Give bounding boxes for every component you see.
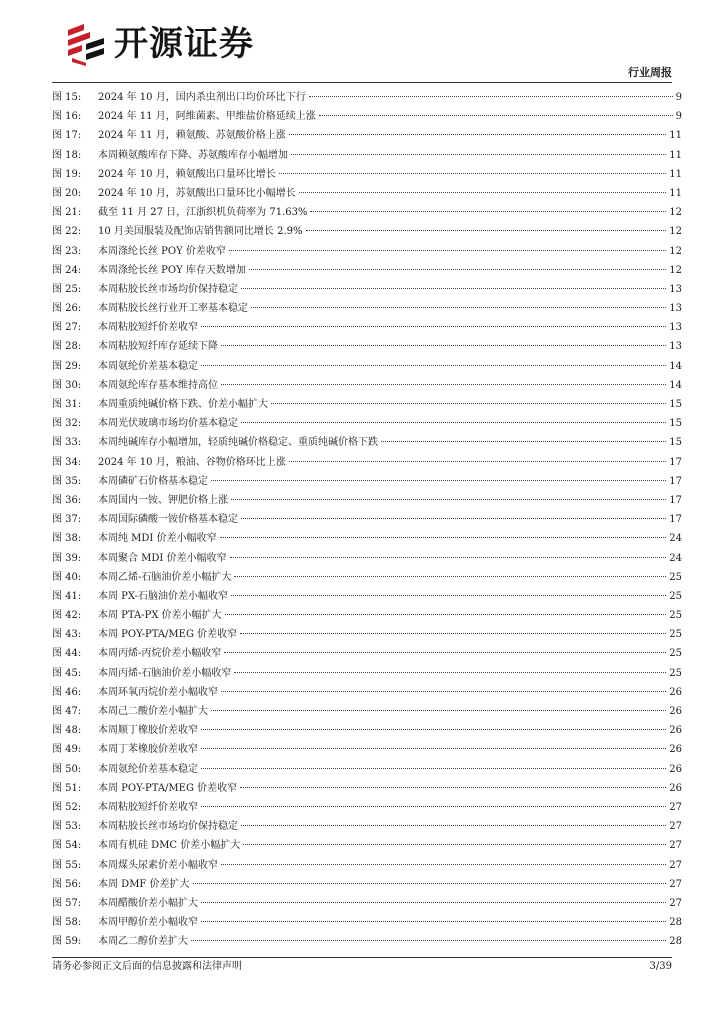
toc-leader-dots	[234, 672, 666, 673]
toc-figure-number: 图 21:	[52, 207, 82, 219]
toc-leader-dots	[241, 288, 666, 289]
toc-page-number[interactable]: 11	[669, 168, 682, 180]
toc-leader-dots	[221, 864, 666, 865]
toc-figure-number: 图 41:	[52, 590, 82, 602]
toc-figure-title[interactable]: 本周国内一铵、钾肥价格上涨	[98, 494, 228, 506]
brand-logo-icon	[64, 22, 108, 66]
toc-figure-title[interactable]: 本周纯碱库存小幅增加，轻质纯碱价格稳定、重质纯碱价格下跌	[98, 437, 378, 449]
report-type-label: 行业周报	[628, 66, 672, 79]
toc-leader-dots	[309, 96, 673, 97]
toc-page-number[interactable]: 27	[669, 840, 682, 852]
toc-entry[interactable]	[52, 376, 682, 395]
toc-leader-dots	[201, 729, 666, 730]
toc-figure-number: 图 18:	[52, 149, 82, 161]
toc-figure-number: 图 26:	[52, 303, 82, 315]
toc-figure-title[interactable]: 本周赖氨酸库存下降、苏氨酸库存小幅增加	[98, 149, 288, 161]
toc-page-number[interactable]: 13	[669, 303, 682, 315]
toc-leader-dots	[299, 192, 667, 193]
toc-leader-dots	[224, 652, 666, 653]
toc-figure-title[interactable]: 本周顺丁橡胶价差收窄	[98, 725, 198, 737]
toc-figure-title[interactable]: 本周粘胶短纤价差收窄	[98, 322, 198, 334]
toc-figure-title[interactable]: 本周粘胶长丝行业开工率基本稳定	[98, 303, 248, 315]
toc-figure-number: 图 42:	[52, 610, 82, 622]
toc-entry[interactable]	[52, 875, 682, 894]
toc-page-number[interactable]: 26	[669, 763, 682, 775]
toc-leader-dots	[234, 576, 666, 577]
toc-figure-number: 图 50:	[52, 763, 82, 775]
toc-leader-dots	[191, 940, 666, 941]
toc-entry[interactable]	[52, 280, 682, 299]
toc-figure-number: 图 43:	[52, 629, 82, 641]
toc-page-number[interactable]: 9	[675, 92, 682, 103]
toc-figure-number: 图 47:	[52, 706, 82, 717]
toc-figure-title[interactable]: 本周 PTA-PX 价差小幅扩大	[98, 610, 222, 622]
toc-entry[interactable]	[52, 433, 682, 452]
toc-entry[interactable]	[52, 779, 682, 798]
toc-figure-title[interactable]: 本周重质纯碱价格下跌、价差小幅扩大	[98, 399, 268, 410]
toc-entry[interactable]	[52, 894, 682, 913]
toc-leader-dots	[306, 230, 667, 231]
toc-figure-title[interactable]: 本周乙烯-石脑油价差小幅扩大	[98, 571, 232, 583]
toc-figure-title[interactable]: 本周氨纶价差基本稳定	[98, 763, 198, 775]
toc-page-number[interactable]: 15	[669, 418, 682, 430]
toc-figure-title[interactable]: 本周粘胶短纤库存延续下降	[98, 341, 218, 353]
toc-leader-dots	[251, 307, 666, 308]
toc-figure-title[interactable]: 本周丙烯-丙烷价差小幅收窄	[98, 648, 222, 660]
toc-figure-number: 图 35:	[52, 475, 82, 487]
footer-disclaimer: 请务必参阅正文后面的信息披露和法律声明	[52, 961, 242, 972]
toc-figure-number: 图 17:	[52, 130, 82, 142]
toc-page-number[interactable]: 27	[669, 897, 682, 909]
toc-page-number[interactable]: 12	[669, 264, 682, 276]
toc-page-number[interactable]: 27	[669, 801, 682, 813]
toc-figure-title[interactable]: 2024 年 11 月，赖氨酸、苏氨酸价格上涨	[98, 130, 286, 142]
toc-page-number[interactable]: 14	[669, 360, 682, 372]
toc-figure-number: 图 57:	[52, 897, 82, 909]
toc-leader-dots	[241, 825, 666, 826]
toc-figure-title[interactable]: 本周氨纶价差基本稳定	[98, 360, 198, 372]
toc-figure-number: 图 58:	[52, 917, 82, 929]
toc-entry[interactable]	[52, 549, 682, 568]
toc-entry[interactable]	[52, 299, 682, 318]
toc-figure-number: 图 48:	[52, 725, 82, 737]
toc-entry[interactable]	[52, 856, 682, 875]
toc-figure-number: 图 55:	[52, 859, 82, 871]
toc-figure-title[interactable]: 本周丙烯-石脑油价差小幅收窄	[98, 667, 232, 679]
toc-page-number[interactable]: 13	[669, 322, 682, 334]
toc-page-number[interactable]: 24	[669, 533, 682, 545]
toc-figure-number: 图 25:	[52, 283, 82, 295]
toc-leader-dots	[220, 537, 667, 538]
toc-entry[interactable]	[52, 165, 682, 184]
toc-entry[interactable]	[52, 242, 682, 261]
toc-entry[interactable]	[52, 606, 682, 625]
toc-page-number[interactable]: 27	[669, 821, 682, 833]
toc-leader-dots	[240, 633, 666, 634]
toc-leader-dots	[225, 614, 667, 615]
toc-entry[interactable]	[52, 683, 682, 702]
toc-page-number[interactable]: 27	[669, 859, 682, 871]
toc-figure-number: 图 32:	[52, 418, 82, 430]
toc-figure-number: 图 15:	[52, 92, 82, 103]
toc-figure-title[interactable]: 本周醋酸价差小幅扩大	[98, 897, 198, 909]
toc-figure-title[interactable]: 本周 POY-PTA/MEG 价差收窄	[98, 629, 238, 641]
brand-logo	[64, 22, 278, 66]
toc-figure-title[interactable]: 本周 DMF 价差扩大	[98, 878, 190, 890]
toc-figure-title[interactable]: 本周丁苯橡胶价差收窄	[98, 744, 198, 756]
toc-page-number[interactable]: 12	[669, 207, 682, 219]
toc-entry[interactable]	[52, 107, 682, 126]
toc-leader-dots	[230, 557, 667, 558]
toc-page-number[interactable]: 17	[669, 494, 682, 506]
toc-page-number[interactable]: 26	[669, 686, 682, 698]
toc-leader-dots	[221, 345, 666, 346]
toc-figure-title[interactable]: 2024 年 10 月，国内杀虫剂出口均价环比下行	[98, 92, 306, 103]
toc-leader-dots	[201, 365, 666, 366]
toc-figure-title[interactable]: 本周 PX-石脑油价差小幅收窄	[98, 590, 229, 602]
toc-entry[interactable]	[52, 740, 682, 759]
toc-page-number[interactable]: 28	[669, 936, 682, 948]
toc-entry[interactable]	[52, 357, 682, 376]
toc-figure-title[interactable]: 2024 年 10 月，粮油、谷物价格环比上涨	[98, 456, 286, 468]
toc-figure-title[interactable]: 本周磷矿石价格基本稳定	[98, 475, 208, 487]
toc-page-number[interactable]: 25	[669, 667, 682, 679]
toc-figure-number: 图 29:	[52, 360, 82, 372]
toc-entry[interactable]	[52, 203, 682, 222]
toc-leader-dots	[289, 134, 667, 135]
toc-figure-number: 图 30:	[52, 379, 82, 391]
toc-page-number[interactable]: 25	[669, 648, 682, 660]
toc-page-number[interactable]: 26	[669, 744, 682, 756]
toc-leader-dots	[231, 595, 666, 596]
toc-entry[interactable]	[52, 222, 682, 241]
toc-page-number[interactable]: 17	[669, 514, 682, 526]
toc-figure-number: 图 39:	[52, 552, 82, 564]
toc-entry[interactable]	[52, 261, 682, 280]
toc-leader-dots	[211, 710, 666, 711]
toc-page-number[interactable]: 17	[669, 456, 682, 468]
toc-figure-title[interactable]: 本周甲醇价差小幅收窄	[98, 917, 198, 929]
toc-figure-number: 图 37:	[52, 514, 82, 526]
toc-page-number[interactable]: 25	[669, 629, 682, 641]
toc-leader-dots	[221, 384, 666, 385]
toc-leader-dots	[241, 422, 666, 423]
toc-figure-title[interactable]: 本周纯 MDI 价差小幅收窄	[98, 533, 217, 545]
toc-leader-dots	[241, 518, 666, 519]
toc-entry[interactable]	[52, 337, 682, 356]
toc-figure-number: 图 20:	[52, 187, 82, 199]
toc-page-number[interactable]: 26	[669, 706, 682, 717]
toc-figure-number: 图 56:	[52, 878, 82, 890]
toc-figure-number: 图 54:	[52, 840, 82, 852]
toc-page-number[interactable]: 24	[669, 552, 682, 564]
toc-entry[interactable]	[52, 146, 682, 165]
toc-figure-title[interactable]: 截至 11 月 27 日，江浙织机负荷率为 71.63%	[98, 207, 308, 219]
toc-entry[interactable]	[52, 395, 682, 414]
toc-page-number[interactable]: 9	[675, 111, 682, 123]
toc-page-number[interactable]: 11	[669, 130, 682, 142]
toc-page-number[interactable]: 12	[669, 226, 682, 238]
toc-entry[interactable]	[52, 529, 682, 548]
toc-figure-number: 图 23:	[52, 245, 82, 257]
toc-entry[interactable]	[52, 472, 682, 491]
toc-leader-dots	[193, 883, 667, 884]
toc-entry[interactable]	[52, 798, 682, 817]
toc-entry[interactable]	[52, 817, 682, 836]
toc-page-number[interactable]: 11	[669, 187, 682, 199]
toc-figure-number: 图 38:	[52, 533, 82, 545]
toc-figure-number: 图 49:	[52, 744, 82, 756]
toc-figure-number: 图 16:	[52, 111, 82, 123]
toc-figure-title[interactable]: 本周煤头尿素价差小幅收窄	[98, 859, 218, 871]
toc-figure-title[interactable]: 本周粘胶短纤价差收窄	[98, 801, 198, 813]
toc-entry[interactable]	[52, 568, 682, 587]
toc-page-number[interactable]: 11	[669, 149, 682, 161]
toc-leader-dots	[381, 441, 666, 442]
toc-leader-dots	[229, 250, 666, 251]
toc-leader-dots	[201, 806, 666, 807]
toc-leader-dots	[221, 691, 666, 692]
toc-entry[interactable]	[52, 510, 682, 529]
toc-page-number[interactable]: 13	[669, 283, 682, 295]
toc-page-number[interactable]: 12	[669, 245, 682, 257]
toc-page-number[interactable]: 17	[669, 475, 682, 487]
toc-figure-number: 图 27:	[52, 322, 82, 334]
toc-entry[interactable]	[52, 414, 682, 433]
toc-figure-title[interactable]: 本周己二酸价差小幅扩大	[98, 706, 208, 717]
toc-entry[interactable]	[52, 88, 682, 107]
toc-figure-number: 图 22:	[52, 226, 82, 238]
toc-page-number[interactable]: 27	[669, 878, 682, 890]
toc-leader-dots	[243, 844, 666, 845]
toc-leader-dots	[211, 480, 666, 481]
toc-leader-dots	[201, 748, 666, 749]
toc-figure-number: 图 31:	[52, 399, 82, 410]
toc-figure-title[interactable]: 本周环氧丙烷价差小幅收窄	[98, 686, 218, 698]
toc-entry[interactable]	[52, 184, 682, 203]
toc-figure-number: 图 34:	[52, 456, 82, 468]
figure-list	[52, 88, 682, 951]
toc-entry[interactable]	[52, 913, 682, 932]
toc-page-number[interactable]: 25	[669, 610, 682, 622]
toc-figure-number: 图 53:	[52, 821, 82, 833]
toc-figure-title[interactable]: 本周涤纶长丝 POY 价差收窄	[98, 245, 226, 257]
toc-figure-number: 图 52:	[52, 801, 82, 813]
toc-page-number[interactable]: 15	[669, 437, 682, 449]
toc-figure-number: 图 24:	[52, 264, 82, 276]
toc-figure-number: 图 59:	[52, 936, 82, 948]
header-divider	[52, 82, 672, 83]
toc-page-number[interactable]: 26	[669, 725, 682, 737]
toc-leader-dots	[249, 269, 666, 270]
toc-page-number[interactable]: 28	[669, 917, 682, 929]
toc-entry[interactable]	[52, 453, 682, 472]
toc-figure-number: 图 28:	[52, 341, 82, 353]
toc-figure-title[interactable]: 本周乙二醇价差扩大	[98, 936, 188, 948]
brand-name: 开源证券	[114, 24, 254, 64]
toc-entry[interactable]	[52, 625, 682, 644]
toc-leader-dots	[289, 461, 667, 462]
toc-figure-title[interactable]: 本周粘胶长丝市场均价保持稳定	[98, 283, 238, 295]
toc-page-number[interactable]: 14	[669, 379, 682, 391]
toc-figure-title[interactable]: 本周涤纶长丝 POY 库存天数增加	[98, 264, 246, 276]
toc-figure-title[interactable]: 本周氨纶库存基本维持高位	[98, 379, 218, 391]
toc-leader-dots	[231, 499, 666, 500]
toc-entry[interactable]	[52, 760, 682, 779]
toc-page-number[interactable]: 25	[669, 590, 682, 602]
toc-page-number[interactable]: 13	[669, 341, 682, 353]
toc-entry[interactable]	[52, 932, 682, 951]
toc-figure-title[interactable]: 2024 年 10 月，苏氨酸出口量环比小幅增长	[98, 187, 296, 199]
toc-figure-number: 图 19:	[52, 168, 82, 180]
toc-leader-dots	[291, 154, 666, 155]
toc-page-number[interactable]: 15	[669, 399, 682, 410]
toc-entry[interactable]	[52, 702, 682, 721]
toc-figure-number: 图 44:	[52, 648, 82, 660]
toc-entry[interactable]	[52, 664, 682, 683]
toc-figure-number: 图 46:	[52, 686, 82, 698]
toc-figure-number: 图 51:	[52, 782, 82, 794]
toc-entry[interactable]	[52, 491, 682, 510]
toc-figure-number: 图 45:	[52, 667, 82, 679]
page-number: 3/39	[649, 961, 672, 972]
toc-figure-title[interactable]: 2024 年 10 月，赖氨酸出口量环比增长	[98, 168, 276, 180]
toc-figure-title[interactable]: 本周国际磷酸一铵价格基本稳定	[98, 514, 238, 526]
toc-page-number[interactable]: 25	[669, 571, 682, 583]
toc-page-number[interactable]: 26	[669, 782, 682, 794]
toc-figure-title[interactable]: 本周聚合 MDI 价差小幅收窄	[98, 552, 227, 564]
toc-entry[interactable]	[52, 126, 682, 145]
toc-leader-dots	[201, 921, 666, 922]
toc-leader-dots	[279, 173, 667, 174]
toc-leader-dots	[240, 787, 666, 788]
toc-entry[interactable]	[52, 644, 682, 663]
toc-figure-title[interactable]: 本周 POY-PTA/MEG 价差收窄	[98, 782, 238, 794]
toc-leader-dots	[201, 326, 666, 327]
toc-figure-title[interactable]: 2024 年 11 月，阿维菌素、甲维盐价格延续上涨	[98, 111, 316, 123]
toc-entry[interactable]	[52, 721, 682, 740]
toc-leader-dots	[201, 768, 666, 769]
toc-figure-title[interactable]: 10 月美国服装及配饰店销售额同比增长 2.9%	[98, 226, 303, 238]
toc-entry[interactable]	[52, 587, 682, 606]
toc-leader-dots	[201, 902, 666, 903]
toc-entry[interactable]	[52, 318, 682, 337]
toc-figure-title[interactable]: 本周有机硅 DMC 价差小幅扩大	[98, 840, 241, 852]
toc-figure-title[interactable]: 本周光伏玻璃市场均价基本稳定	[98, 418, 238, 430]
toc-leader-dots	[319, 115, 673, 116]
toc-entry[interactable]	[52, 836, 682, 855]
toc-leader-dots	[310, 211, 666, 212]
toc-figure-number: 图 36:	[52, 494, 82, 506]
footer-divider	[52, 957, 672, 958]
toc-figure-number: 图 33:	[52, 437, 82, 449]
toc-figure-number: 图 40:	[52, 571, 82, 583]
toc-figure-title[interactable]: 本周粘胶长丝市场均价保持稳定	[98, 821, 238, 833]
page-header	[0, 0, 724, 86]
toc-leader-dots	[271, 403, 666, 404]
